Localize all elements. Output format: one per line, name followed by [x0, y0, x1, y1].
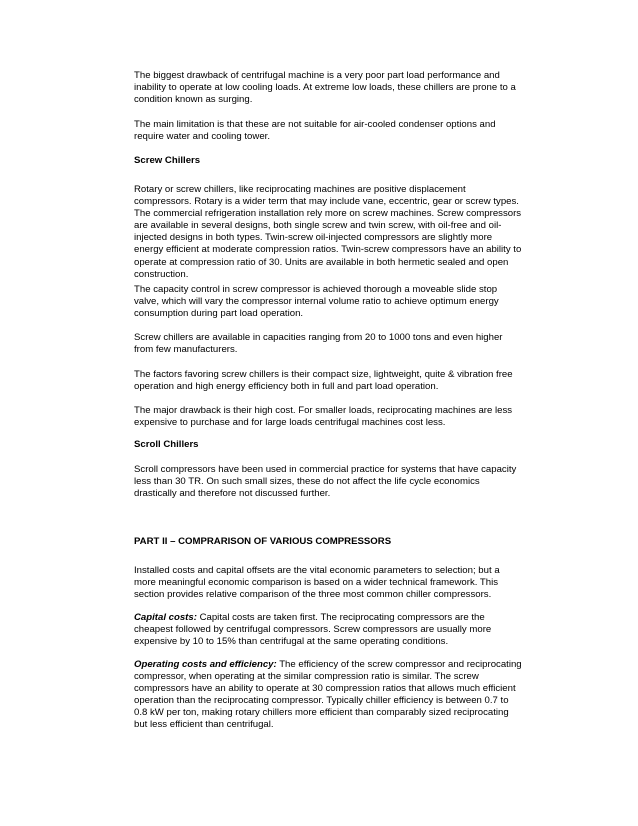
capital-costs-lead: Capital costs: [134, 612, 197, 623]
paragraph-scroll: Scroll compressors have been used in commercial practice for systems that have capacity less than 30 TR. On such small sizes, these do not affect the life cycle economics drastically and therefore not discussed further. [134, 464, 517, 500]
capital-costs-text: Capital costs are taken first. The reciprocating compressors are the cheapest followed by centrifugal compressors. Screw compressors are usually more expensive by 10 to 15% than centrifugal at the same operating conditions. [134, 612, 492, 648]
heading-scroll-chillers: Scroll Chillers [134, 439, 199, 450]
paragraph-comparison-intro: Installed costs and capital offsets are the vital economic parameters to selection; but a more meaningful economic comparison is based on a wider technical framework. This section provides relative comparison of the three most common chiller compressors. [134, 565, 500, 601]
operating-costs-text: The efficiency of the screw compressor and reciprocating compressor, when operating at the similar compression ratio is similar. The screw compressors have an ability to operate at 30 compression ratios that allows much efficient operation than the reciprocating compressor. Typically chiller efficiency is between 0.7 to 0.8 kW per ton, making rotary chillers more efficient than comparably sized reciprocating but less efficient than centrifugal. [134, 659, 522, 731]
operating-costs-lead: Operating costs and efficiency: [134, 659, 277, 670]
paragraph-screw-capacities: Screw chillers are available in capacities ranging from 20 to 1000 tons and even higher from few manufacturers. [134, 332, 503, 356]
paragraph-screw-factors: The factors favoring screw chillers is their compact size, lightweight, quite & vibration free operation and high energy efficiency both in full and part load operation. [134, 369, 513, 393]
paragraph-operating-costs [134, 659, 524, 732]
paragraph-screw-intro: Rotary or screw chillers, like reciprocating machines are positive displacement compressors. Rotary is a wider term that may include vane, eccentric, gear or screw types. The commercial refrigeration installation rely more on screw machines. Screw compressors are available in several designs, both single screw and twin screw, with oil-free and oil-injected designs in both types. Twin-screw oil-injected compressors are slightly more energy efficient at moderate compression ratios. Twin-screw compressors have an ability to operate at compression ratio of 30. Units are available in both hermetic sealed and open construction. [134, 184, 522, 280]
paragraph-capacity-control: The capacity control in screw compressor is achieved thorough a moveable slide stop valve, which will vary the compressor internal volume ratio to achieve optimum energy consumption during part load operation. [134, 284, 499, 320]
heading-part-two: PART II – COMPRARISON OF VARIOUS COMPRESSORS [134, 536, 392, 547]
paragraph-centrifugal-drawback: The biggest drawback of centrifugal machine is a very poor part load performance and inability to operate at low cooling loads. At extreme low loads, these chillers are prone to a condition known as surging. [134, 70, 516, 106]
paragraph-capital-costs [134, 612, 524, 648]
paragraph-main-limitation: The main limitation is that these are not suitable for air-cooled condenser options and require water and cooling tower. [134, 119, 496, 143]
heading-screw-chillers: Screw Chillers [134, 155, 201, 166]
paragraph-screw-drawback: The major drawback is their high cost. For smaller loads, reciprocating machines are less expensive to purchase and for large loads centrifugal machines cost less. [134, 405, 513, 429]
